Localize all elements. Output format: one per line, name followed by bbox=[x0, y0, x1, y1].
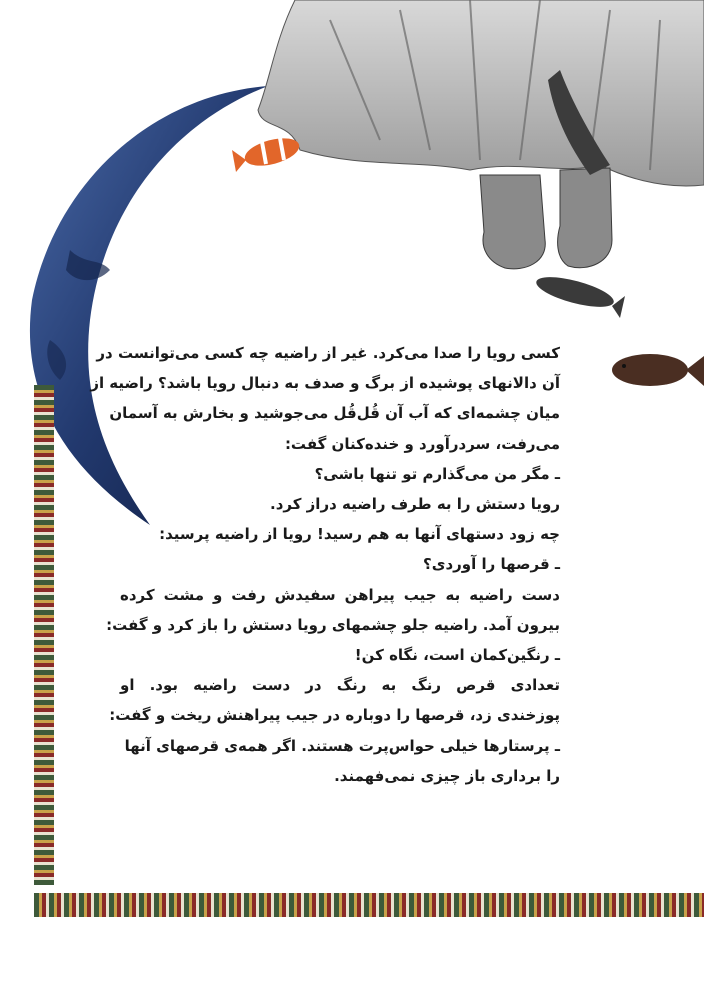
story-text bbox=[90, 338, 560, 791]
dialogue-line: ـ قرصها را آوردی؟ bbox=[423, 555, 560, 574]
dialogue-line: ـ رنگین‌کمان است، نگاه کن! bbox=[354, 646, 560, 665]
dark-fish-image bbox=[534, 271, 625, 318]
story-line: بیرون آمد. راضیه جلو چشمهای رویا دستش را باز کرد و گفت: bbox=[106, 615, 560, 634]
dark-fish-image bbox=[612, 354, 704, 386]
decorative-border-left bbox=[34, 385, 54, 885]
story-line: چه زود دستهای آنها به هم رسید! رویا از راضیه پرسید: bbox=[159, 525, 560, 544]
dialogue-line: ـ مگر من می‌گذارم تو تنها باشی؟ bbox=[314, 464, 560, 483]
dialogue-line: را برداری باز چیزی نمی‌فهمند. bbox=[334, 766, 560, 785]
girl-figure-image bbox=[258, 0, 704, 269]
story-line: آن دالانهای پوشیده از برگ و صدف به دنبال رویا باشد؟ راضیه از bbox=[90, 374, 560, 393]
decorative-border-bottom bbox=[34, 893, 704, 917]
story-line: می‌رفت، سردرآورد و خنده‌کنان گفت: bbox=[284, 434, 560, 453]
clownfish-image bbox=[232, 133, 302, 172]
story-line: پوزخندی زد، قرصها را دوباره در جیب پیراهنش ریخت و گفت: bbox=[109, 706, 560, 725]
story-line: دست راضیه به جیب پیراهن سفیدش رفت و مشت کرده bbox=[120, 585, 560, 604]
story-line: کسی رویا را صدا می‌کرد. غیر از راضیه چه کسی می‌توانست در bbox=[96, 344, 560, 362]
story-line: رویا دستش را به طرف راضیه دراز کرد. bbox=[270, 495, 560, 514]
story-line: تعدادی قرص رنگ به رنگ در دست راضیه بود. او bbox=[120, 676, 560, 695]
story-line: میان چشمه‌ای که آب آن قُل‌قُل می‌جوشید و بخارش به آسمان bbox=[109, 404, 560, 423]
dialogue-line: ـ پرستارها خیلی حواس‌پرت هستند. اگر همه‌ی قرصهای آنها bbox=[124, 736, 560, 755]
